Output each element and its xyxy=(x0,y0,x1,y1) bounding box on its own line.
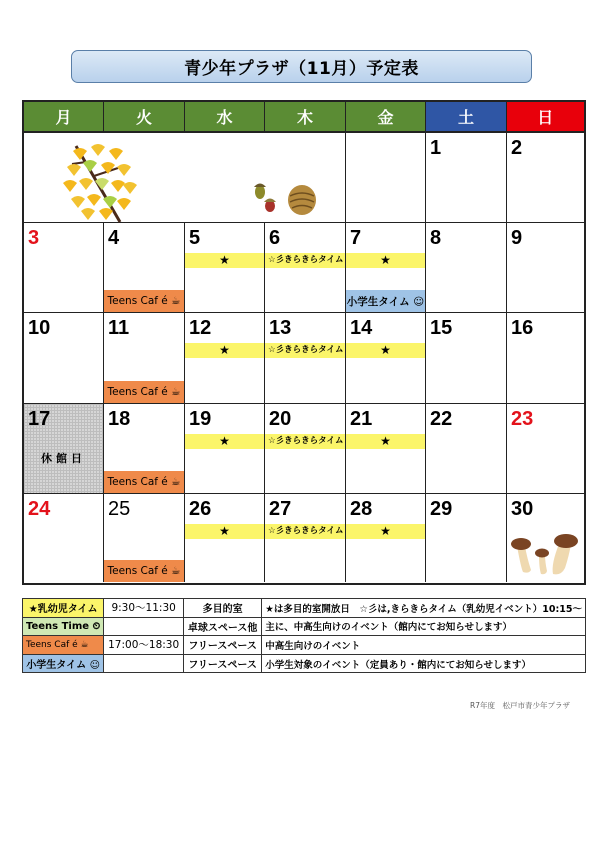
day-cell-19 xyxy=(185,404,265,494)
day-cell-14 xyxy=(346,313,426,404)
day-number: 16 xyxy=(511,317,534,339)
teens-cafe-event: Teens Caf é ☕ xyxy=(104,290,184,312)
day-cell-29 xyxy=(426,494,507,582)
day-number: 15 xyxy=(430,317,453,339)
infant-time-star-event: ★ xyxy=(346,524,425,539)
day-cell-empty xyxy=(346,133,426,223)
legend-place: フリースペース xyxy=(183,636,261,655)
legend-description: ★は多目的室開放日 ☆彡は,きらきらタイム（乳幼児イベント）10:15～ xyxy=(262,599,586,618)
infant-time-star-event: ★ xyxy=(185,434,264,449)
day-number: 22 xyxy=(430,408,453,430)
day-number: 25 xyxy=(108,498,131,520)
legend-table xyxy=(22,598,586,673)
day-cell-30 xyxy=(507,494,584,582)
day-number: 14 xyxy=(350,317,373,339)
day-number: 27 xyxy=(269,498,292,520)
day-number: 8 xyxy=(430,227,442,249)
infant-time-star-event: ★ xyxy=(185,524,264,539)
teens-cafe-event: Teens Caf é ☕ xyxy=(104,381,184,403)
page-title: 青少年プラザ（11月）予定表 xyxy=(71,50,532,83)
footer-credit: R7年度 松戸市青少年プラザ xyxy=(470,701,570,710)
day-cell-13 xyxy=(265,313,346,404)
day-cell-15 xyxy=(426,313,507,404)
day-cell-12 xyxy=(185,313,265,404)
day-cell-24 xyxy=(24,494,104,582)
day-cell-6 xyxy=(265,223,346,313)
weekday-header-sat: 土 xyxy=(426,102,507,133)
legend-place: 卓球スペース他 xyxy=(183,617,261,636)
acorns-pinecone-icon xyxy=(252,178,322,222)
legend-description: 主に、中高生向けのイベント（館内にてお知らせします） xyxy=(262,617,586,636)
legend-row-teens-time xyxy=(23,617,586,636)
elementary-time-event: 小学生タイム ☺ xyxy=(346,290,425,312)
day-number: 29 xyxy=(430,498,453,520)
legend-label: ★乳幼児タイム xyxy=(23,599,104,618)
day-cell-18 xyxy=(104,404,185,494)
day-number: 17 xyxy=(28,408,51,430)
legend-description: 小学生対象のイベント（定員あり・館内にてお知らせします） xyxy=(262,654,586,673)
day-cell-10 xyxy=(24,313,104,404)
day-cell-4 xyxy=(104,223,185,313)
day-number: 11 xyxy=(108,317,130,339)
day-cell-8 xyxy=(426,223,507,313)
day-number: 7 xyxy=(350,227,362,249)
kirakira-time-event: ☆彡きらきらタイム xyxy=(265,253,345,268)
mushrooms-icon xyxy=(509,528,581,582)
day-number: 2 xyxy=(511,137,523,159)
day-number: 13 xyxy=(269,317,292,339)
legend-time: 9:30～11:30 xyxy=(104,599,184,618)
day-cell-26 xyxy=(185,494,265,582)
legend-place: フリースペース xyxy=(183,654,261,673)
teens-cafe-event: Teens Caf é ☕ xyxy=(104,471,184,493)
day-number: 9 xyxy=(511,227,523,249)
day-cell-5 xyxy=(185,223,265,313)
weekday-header-fri: 金 xyxy=(346,102,426,133)
day-number: 4 xyxy=(108,227,120,249)
day-cell-23 xyxy=(507,404,584,494)
kirakira-time-event: ☆彡きらきらタイム xyxy=(265,343,345,358)
teens-cafe-event: Teens Caf é ☕ xyxy=(104,560,184,582)
day-cell-9 xyxy=(507,223,584,313)
day-number: 1 xyxy=(430,137,442,159)
day-cell-3 xyxy=(24,223,104,313)
legend-place: 多目的室 xyxy=(183,599,261,618)
day-cell-11 xyxy=(104,313,185,404)
weekday-header-mon: 月 xyxy=(24,102,104,133)
day-number: 23 xyxy=(511,408,534,430)
day-number: 5 xyxy=(189,227,201,249)
day-number: 19 xyxy=(189,408,212,430)
day-number: 24 xyxy=(28,498,51,520)
weekday-header-sun: 日 xyxy=(507,102,584,133)
day-cell-20 xyxy=(265,404,346,494)
legend-label: 小学生タイム ☺ xyxy=(23,654,104,673)
infant-time-star-event: ★ xyxy=(346,253,425,268)
day-cell-28 xyxy=(346,494,426,582)
weekday-header-tue: 火 xyxy=(104,102,185,133)
day-number: 6 xyxy=(269,227,281,249)
closed-day-label: 休館日 xyxy=(41,452,86,465)
ginkgo-tree-icon xyxy=(60,140,144,228)
legend-time: 17:00～18:30 xyxy=(104,636,184,655)
day-number: 26 xyxy=(189,498,212,520)
day-cell-25 xyxy=(104,494,185,582)
day-number: 20 xyxy=(269,408,292,430)
legend-time xyxy=(104,654,184,673)
day-number: 12 xyxy=(189,317,212,339)
day-cell-17 xyxy=(24,404,104,494)
legend-description: 中高生向けのイベント xyxy=(262,636,586,655)
day-cell-21 xyxy=(346,404,426,494)
legend-row-elementary-time xyxy=(23,654,586,673)
legend-label: Teens Caf é ☕ xyxy=(23,636,104,655)
calendar-grid xyxy=(22,100,586,585)
infant-time-star-event: ★ xyxy=(185,343,264,358)
day-cell-1 xyxy=(426,133,507,223)
weekday-header-thu: 木 xyxy=(265,102,346,133)
day-cell-2 xyxy=(507,133,584,223)
infant-time-star-event: ★ xyxy=(346,343,425,358)
weekday-header-wed: 水 xyxy=(185,102,265,133)
day-number: 28 xyxy=(350,498,373,520)
kirakira-time-event: ☆彡きらきらタイム xyxy=(265,524,345,539)
day-number: 18 xyxy=(108,408,131,430)
day-cell-7 xyxy=(346,223,426,313)
day-cell-22 xyxy=(426,404,507,494)
day-number: 21 xyxy=(350,408,373,430)
legend-row-teens-cafe xyxy=(23,636,586,655)
infant-time-star-event: ★ xyxy=(185,253,264,268)
day-cell-16 xyxy=(507,313,584,404)
legend-time xyxy=(104,617,184,636)
day-cell-27 xyxy=(265,494,346,582)
day-number: 30 xyxy=(511,498,534,520)
legend-label: Teens Time ⏲ xyxy=(23,617,104,636)
infant-time-star-event: ★ xyxy=(346,434,425,449)
day-number: 10 xyxy=(28,317,51,339)
legend-row-infant-time xyxy=(23,599,586,618)
kirakira-time-event: ☆彡きらきらタイム xyxy=(265,434,345,449)
day-number: 3 xyxy=(28,227,40,249)
